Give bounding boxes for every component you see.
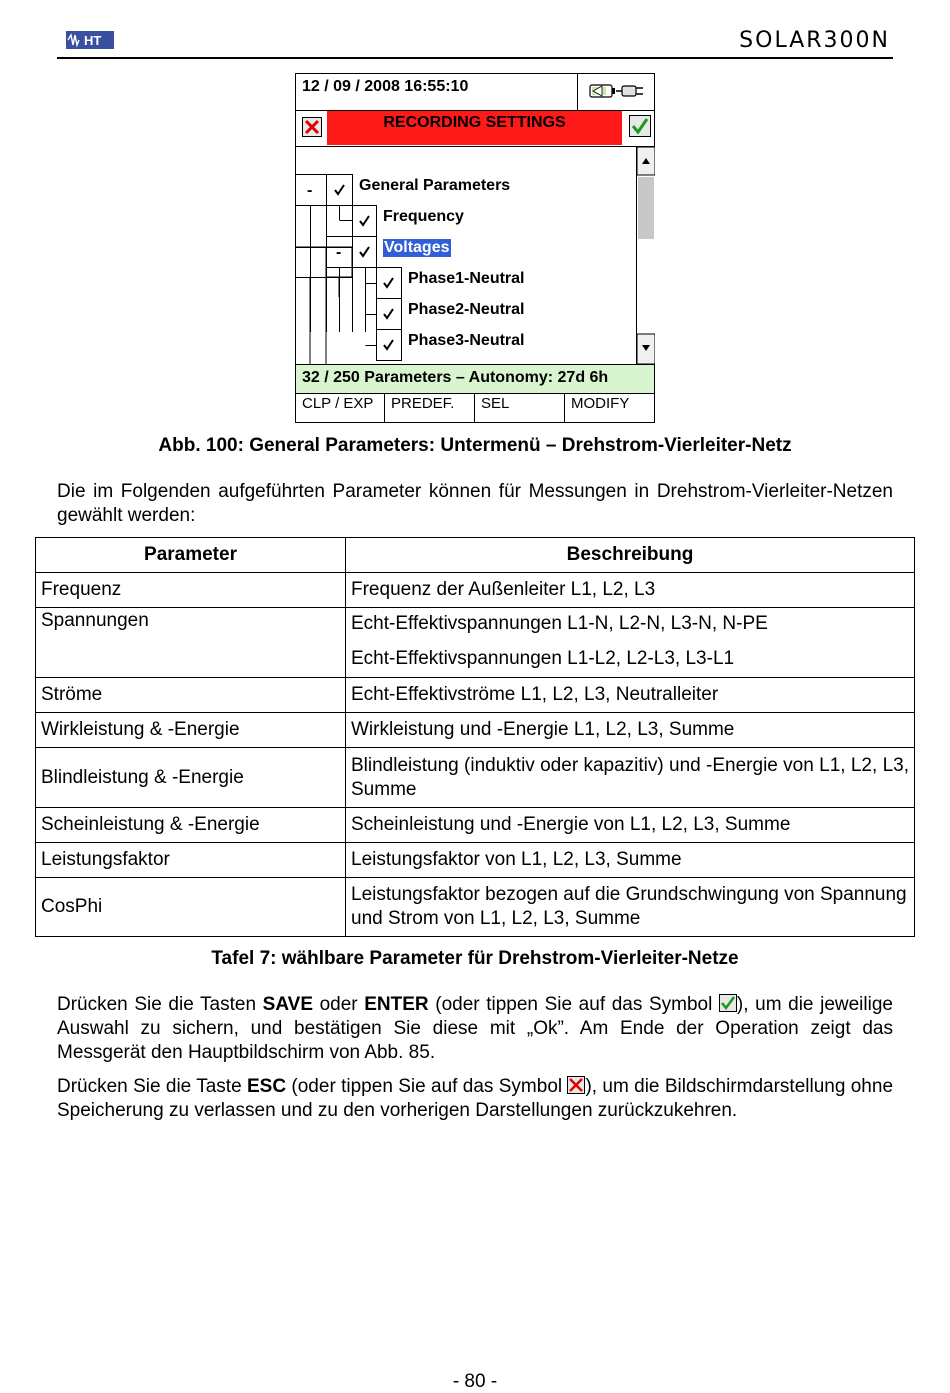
param-cell: Ströme <box>36 678 346 713</box>
desc-cell: Echt-Effektivströme L1, L2, L3, Neutralleiter <box>346 678 915 713</box>
table-header-row <box>36 538 915 573</box>
softkey-modify[interactable]: MODIFY <box>571 395 630 412</box>
text-span: oder <box>313 994 365 1015</box>
param-cell: Spannungen <box>36 608 346 678</box>
svg-text:HT: HT <box>84 33 102 48</box>
ht-logo <box>66 31 114 49</box>
table-row <box>36 608 915 678</box>
table-row <box>36 808 915 843</box>
param-cell: Blindleistung & -Energie <box>36 748 346 808</box>
text-span: ), um die jeweilige Auswahl zu sichern, und bestätigen Sie diese mit „Ok”. Am Ende der Operation zeigt das Messgerät den Hauptbildschirm von Abb. 85. <box>57 994 893 1063</box>
param-cell: CosPhi <box>36 878 346 937</box>
softkey-predef[interactable]: PREDEF. <box>385 394 475 422</box>
tree-item-voltages[interactable]: Voltages <box>384 239 450 256</box>
desc-cell <box>346 608 915 678</box>
softkey-clp-exp[interactable]: CLP / EXP <box>296 394 385 422</box>
param-cell: Frequenz <box>36 573 346 608</box>
scroll-thumb <box>638 177 654 239</box>
confirm-icon <box>719 994 737 1012</box>
expander-voltages: - <box>336 244 342 261</box>
header-rule <box>57 57 893 59</box>
table-row <box>36 748 915 808</box>
save-paragraph <box>57 993 893 1065</box>
power-status <box>577 74 655 110</box>
esc-paragraph <box>57 1075 893 1123</box>
status-bar <box>296 364 654 394</box>
key-save: SAVE <box>262 994 313 1015</box>
softkey-sel[interactable]: SEL <box>475 394 565 422</box>
param-cell: Scheinleistung & -Energie <box>36 808 346 843</box>
parameter-table <box>35 537 915 937</box>
text-span: (oder tippen Sie auf das Symbol <box>286 1076 568 1097</box>
key-enter: ENTER <box>364 994 429 1015</box>
tree-item-phase2-neutral[interactable]: Phase2-Neutral <box>408 301 525 318</box>
tree-item-phase3-neutral[interactable]: Phase3-Neutral <box>408 332 525 349</box>
text-span: (oder tippen Sie auf das Symbol <box>428 994 719 1015</box>
table-row <box>36 678 915 713</box>
desc-cell: Blindleistung (induktiv oder kapazitiv) und -Energie von L1, L2, L3, Summe <box>346 748 915 808</box>
table-row <box>36 713 915 748</box>
table-row <box>36 573 915 608</box>
cancel-icon[interactable] <box>302 117 322 137</box>
desc-cell: Frequenz der Außenleiter L1, L2, L3 <box>346 573 915 608</box>
battery-plug-icon <box>578 74 655 110</box>
status-text: 32 / 250 Parameters – Autonomy: 27d 6h <box>302 369 609 386</box>
text-span: ), um die Bildschirmdarstellung ohne Speicherung zu verlassen und zu den vorherigen Darstellungen zurückzukehren. <box>57 1076 894 1121</box>
datetime: 12 / 09 / 2008 16:55:10 <box>302 78 469 95</box>
expander-general: - <box>307 182 313 199</box>
parameter-tree <box>296 147 636 364</box>
desc-cell: Leistungsfaktor bezogen auf die Grundschwingung von Spannung und Strom von L1, L2, L3, Summe <box>346 878 915 937</box>
softkey-bar <box>296 394 654 422</box>
screen-title: RECORDING SETTINGS <box>383 114 566 131</box>
tree-item-general-parameters[interactable]: General Parameters <box>359 177 511 194</box>
text-span: Drücken Sie die Taste <box>57 1076 247 1097</box>
screen-top-bar <box>296 74 654 111</box>
model-name: SOLAR300N <box>739 28 890 53</box>
figure-caption: Abb. 100: General Parameters: Untermenü – Drehstrom-Vierleiter-Netz <box>158 435 792 456</box>
desc-line: Echt-Effektivspannungen L1-N, L2-N, L3-N, N-PE <box>351 612 768 634</box>
desc-cell: Wirkleistung und -Energie L1, L2, L3, Summe <box>346 713 915 748</box>
table-row <box>36 878 915 937</box>
param-cell: Leistungsfaktor <box>36 843 346 878</box>
table-row <box>36 843 915 878</box>
header-parameter: Parameter <box>36 538 346 573</box>
confirm-icon[interactable] <box>629 115 651 137</box>
key-esc: ESC <box>247 1076 287 1097</box>
page-number: - 80 - <box>452 1371 498 1392</box>
desc-cell: Scheinleistung und -Energie von L1, L2, L3, Summe <box>346 808 915 843</box>
param-cell: Wirkleistung & -Energie <box>36 713 346 748</box>
tree-item-phase1-neutral[interactable]: Phase1-Neutral <box>408 270 525 287</box>
cancel-icon <box>567 1076 585 1094</box>
intro-paragraph: Die im Folgenden aufgeführten Parameter können für Messungen in Drehstrom-Vierleiter-Netzen gewählt werden: <box>57 481 893 526</box>
header-description: Beschreibung <box>346 538 915 573</box>
desc-line: Echt-Effektivspannungen L1-L2, L2-L3, L3-L1 <box>351 647 735 669</box>
table-caption: Tafel 7: wählbare Parameter für Drehstrom-Vierleiter-Netze <box>211 948 739 969</box>
device-screen <box>295 73 655 423</box>
screen-title-bar <box>296 110 654 147</box>
title-banner <box>327 111 622 145</box>
desc-cell: Leistungsfaktor von L1, L2, L3, Summe <box>346 843 915 878</box>
tree-item-frequency[interactable]: Frequency <box>383 208 464 225</box>
scrollbar[interactable] <box>636 147 655 364</box>
text-span: Drücken Sie die Tasten <box>57 994 263 1015</box>
